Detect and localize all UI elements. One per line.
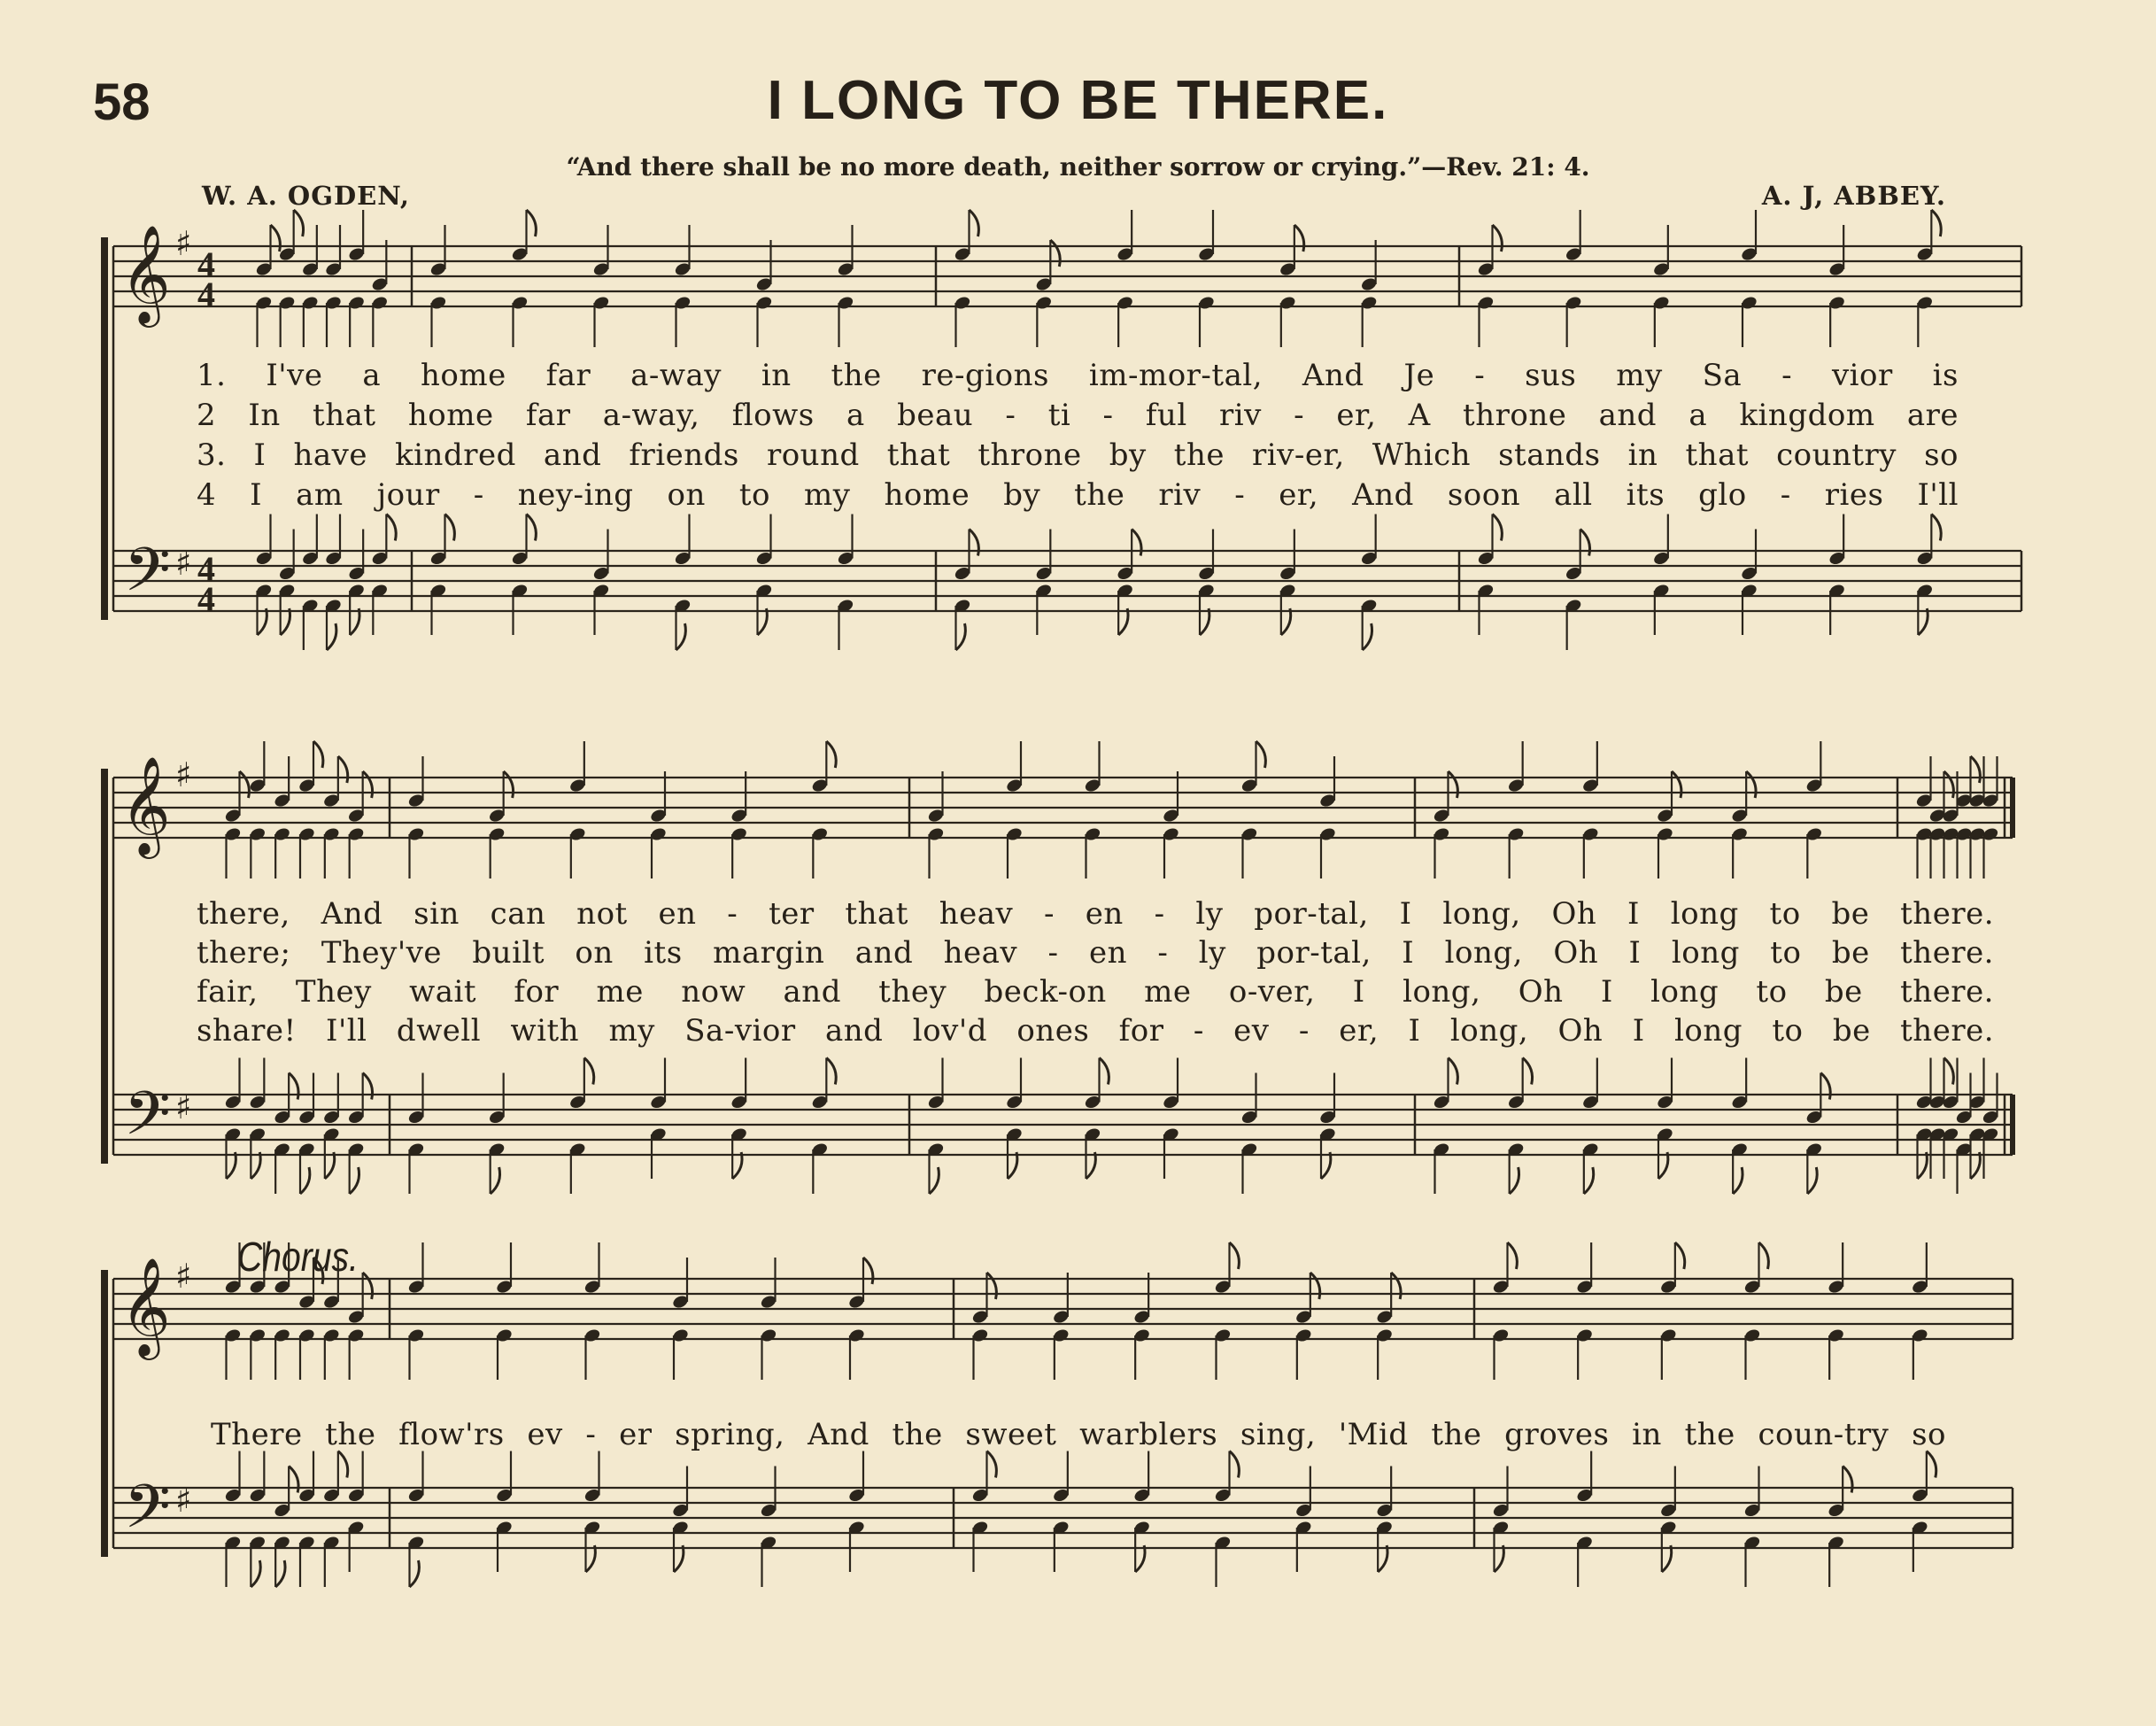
lyric-line: there; They've built on its margin and heav - en - ly por-tal, I long, Oh I long to be there. xyxy=(197,935,1994,971)
note-flag xyxy=(987,1451,997,1478)
note-flag xyxy=(732,1152,742,1179)
note-flag xyxy=(363,771,373,798)
note-flag xyxy=(275,1560,285,1587)
lyric-line: share! I'll dwell with my Sa-vior and lov'd ones for - ev - er, I long, Oh I long to be there. xyxy=(197,1013,1994,1049)
time-signature-numerator: 4 xyxy=(197,549,215,589)
note-flag xyxy=(1746,771,1756,798)
bass-clef: 𝄢 xyxy=(124,1473,171,1557)
treble-clef: 𝄞 xyxy=(120,755,171,855)
note-flag xyxy=(1944,1058,1954,1085)
note-flag xyxy=(956,623,966,650)
note-flag xyxy=(1118,608,1128,635)
system-brace xyxy=(101,1270,108,1557)
note-flag xyxy=(1971,756,1981,783)
note-flag xyxy=(1230,1451,1240,1478)
note-flag xyxy=(1944,771,1954,798)
key-signature-sharp: ♯ xyxy=(175,755,192,794)
note-flag xyxy=(1493,515,1503,541)
note-flag xyxy=(527,210,537,236)
note-flag xyxy=(987,1273,997,1299)
note-flag xyxy=(1378,1545,1387,1572)
note-flag xyxy=(338,756,348,783)
note-flag xyxy=(1294,225,1304,252)
note-flag xyxy=(1927,1451,1936,1478)
note-flag xyxy=(1050,240,1060,267)
note-flag xyxy=(281,608,290,635)
note-flag xyxy=(584,1058,594,1085)
note-flag xyxy=(586,1545,596,1572)
hymn-title: I LONG TO BE THERE. xyxy=(767,70,1389,131)
note-flag xyxy=(1672,771,1681,798)
note-flag xyxy=(1493,225,1503,252)
note-flag xyxy=(251,1152,260,1179)
note-flag xyxy=(445,515,455,541)
note-flag xyxy=(930,1167,939,1194)
note-flag xyxy=(676,623,686,650)
note-flag xyxy=(1733,1167,1743,1194)
note-flag xyxy=(1918,608,1928,635)
lyric-line: fair, They wait for me now and they beck-on me o-ver, I long, Oh I long to be there. xyxy=(197,974,1994,1010)
lyric-line: 1. I've a home far a-way in the re-gions im-mor-tal, And Je - sus my Sa - vior is xyxy=(197,358,1959,393)
note-flag xyxy=(1495,1545,1504,1572)
scripture-epigraph: “And there shall be no more death, neither sorrow or crying.”—Rev. 21: 4. xyxy=(566,152,1590,182)
note-flag xyxy=(826,1058,836,1085)
bass-clef: 𝄢 xyxy=(124,536,171,620)
note-flag xyxy=(674,1545,684,1572)
note-flag xyxy=(338,1451,348,1478)
time-signature-denominator: 4 xyxy=(197,275,215,314)
note-flag xyxy=(313,1258,323,1284)
note-flag xyxy=(1971,1152,1981,1179)
key-signature-sharp: ♯ xyxy=(175,1087,192,1126)
note-flag xyxy=(758,608,768,635)
note-flag xyxy=(350,1167,359,1194)
note-flag xyxy=(1310,1273,1320,1299)
note-flag xyxy=(826,741,836,768)
lyric-line: 4 I am jour - ney-ing on to my home by the riv - er, And soon all its glo - ries I'll xyxy=(197,477,1959,513)
note-flag xyxy=(1391,1273,1401,1299)
note-flag xyxy=(1931,515,1941,541)
note-flag xyxy=(294,210,304,236)
note-flag xyxy=(1449,771,1458,798)
chorus-lyric-line: There the flow'rs ev - er spring, And the sweet warblers sing, 'Mid the groves in the coun-try so xyxy=(211,1417,1946,1452)
note-flag xyxy=(1321,1152,1331,1179)
note-flag xyxy=(1759,1242,1769,1269)
note-flag xyxy=(327,623,336,650)
note-flag xyxy=(527,515,537,541)
page-number: 58 xyxy=(93,74,151,131)
note-flag xyxy=(350,608,359,635)
note-flag xyxy=(1510,1167,1519,1194)
treble-clef: 𝄞 xyxy=(120,224,171,323)
lyricist-credit: W. A. OGDEN, xyxy=(202,181,410,211)
note-flag xyxy=(1086,1152,1096,1179)
time-signature-denominator: 4 xyxy=(197,579,215,619)
note-flag xyxy=(386,515,396,541)
note-flag xyxy=(1807,1167,1817,1194)
note-flag xyxy=(1449,1058,1458,1085)
key-signature-sharp: ♯ xyxy=(175,1481,192,1520)
note-flag xyxy=(251,1560,260,1587)
note-flag xyxy=(227,1152,236,1179)
note-flag xyxy=(1523,1058,1533,1085)
note-flag xyxy=(313,741,323,768)
note-flag xyxy=(1584,1167,1594,1194)
note-flag xyxy=(970,210,979,236)
note-flag xyxy=(410,1560,420,1587)
note-flag xyxy=(1931,210,1941,236)
note-flag xyxy=(1200,608,1209,635)
lyric-line: 3. I have kindred and friends round that throne by the riv-er, Which stands in that country so xyxy=(197,437,1959,473)
note-flag xyxy=(1363,623,1372,650)
note-flag xyxy=(300,1167,310,1194)
note-flag xyxy=(1008,1152,1017,1179)
key-signature-sharp: ♯ xyxy=(175,224,192,263)
note-flag xyxy=(1508,1242,1518,1269)
note-flag xyxy=(863,1258,873,1284)
note-flag xyxy=(258,608,267,635)
note-flag xyxy=(271,225,281,252)
time-signature-numerator: 4 xyxy=(197,244,215,284)
chorus-label: Chorus. xyxy=(237,1234,359,1280)
system-brace xyxy=(101,769,108,1164)
note-flag xyxy=(504,771,514,798)
note-flag xyxy=(1662,1545,1672,1572)
lyric-line: there, And sin can not en - ter that heav - en - ly por-tal, I long, Oh I long to be there. xyxy=(197,896,1994,932)
system-brace xyxy=(101,237,108,620)
key-signature-sharp: ♯ xyxy=(175,544,192,583)
note-flag xyxy=(325,1152,335,1179)
note-flag xyxy=(1675,1242,1685,1269)
bass-clef: 𝄢 xyxy=(124,1080,171,1164)
note-flag xyxy=(1256,741,1266,768)
note-flag xyxy=(1100,1058,1109,1085)
key-signature-sharp: ♯ xyxy=(175,1257,192,1296)
note-flag xyxy=(1918,1152,1928,1179)
note-flag xyxy=(240,771,250,798)
note-flag xyxy=(491,1167,500,1194)
lyric-line: 2 In that home far a-way, flows a beau - ti - ful riv - er, A throne and a kingdom are xyxy=(197,398,1959,433)
note-flag xyxy=(1658,1152,1668,1179)
note-flag xyxy=(1230,1242,1240,1269)
note-flag xyxy=(1281,608,1291,635)
treble-clef: 𝄞 xyxy=(120,1257,171,1356)
composer-credit: A. J, ABBEY. xyxy=(1761,181,1946,211)
note-flag xyxy=(1135,1545,1145,1572)
note-flag xyxy=(363,1273,373,1299)
